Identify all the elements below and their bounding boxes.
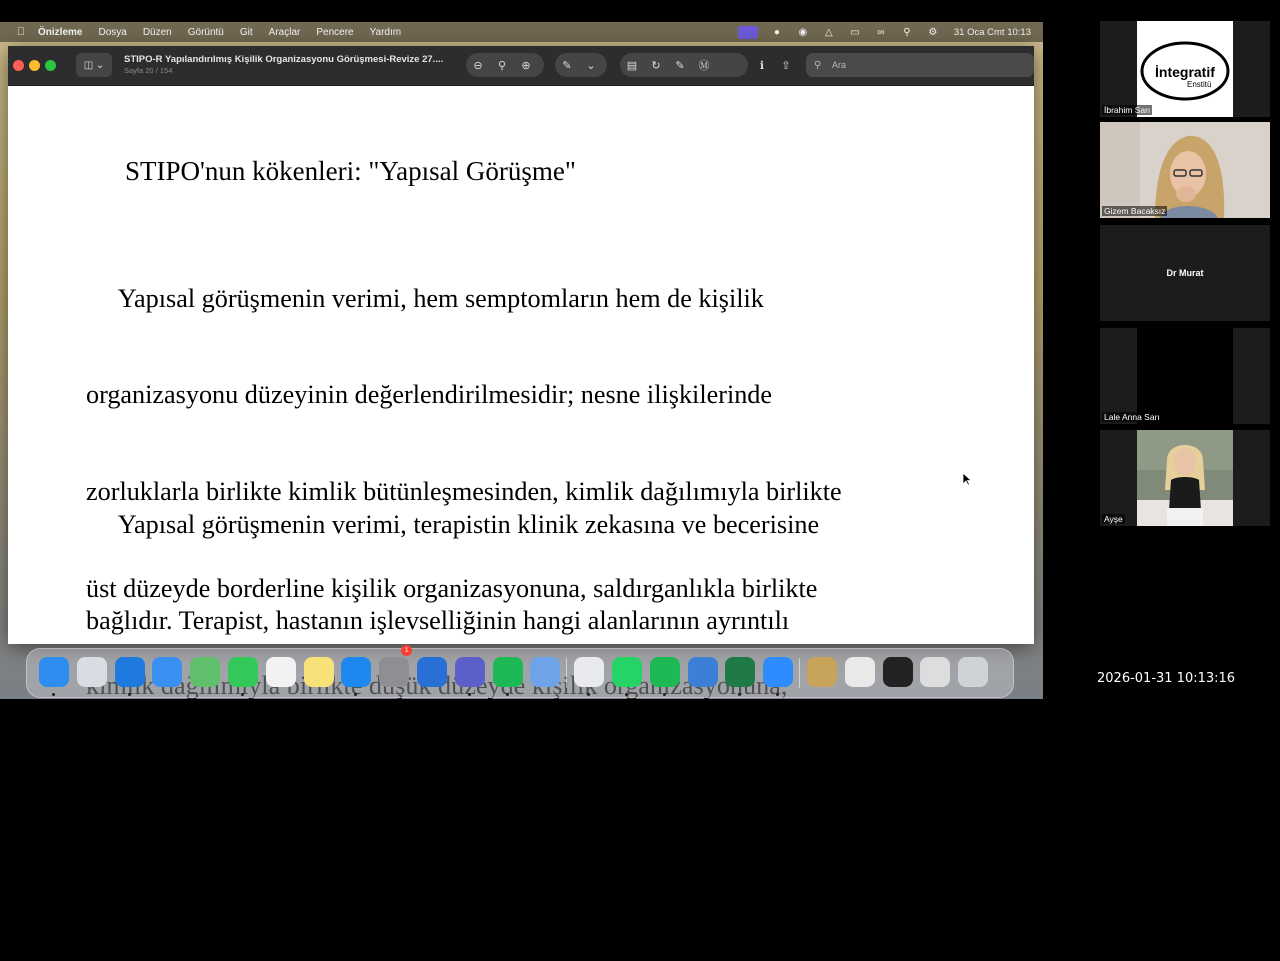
maps-icon[interactable] [190, 657, 220, 687]
svg-text:Enstitü: Enstitü [1187, 80, 1212, 89]
zoom-controls [466, 53, 544, 77]
participant-tile[interactable] [1100, 21, 1270, 117]
chrome-icon[interactable] [574, 657, 604, 687]
svg-text:İntegratif: İntegratif [1155, 64, 1215, 80]
archive-icon[interactable] [807, 657, 837, 687]
running-indicator [506, 693, 509, 696]
search-placeholder: Ara [832, 60, 847, 70]
zoom-fit-icon[interactable]: ⚲ [497, 59, 507, 72]
dock-separator [799, 658, 800, 688]
spotlight-search-icon[interactable]: ⚲ [903, 26, 911, 38]
document-title: STIPO-R Yapılandırılmış Kişilik Organizasyonu Görüşmesi-Revize 27.... [124, 54, 444, 65]
reminders-icon[interactable] [266, 657, 296, 687]
text-line: karakterize edilir. [86, 864, 270, 894]
participant-tile[interactable] [1100, 328, 1270, 424]
rotate-icon[interactable]: ↻ [651, 59, 661, 72]
recording-timestamp: 2026-01-31 10:13:16 [1097, 671, 1236, 686]
search-field[interactable] [806, 53, 1034, 77]
sidebar-icon: ◫ ⌄ [83, 59, 105, 71]
whatsapp-icon[interactable] [612, 657, 642, 687]
text-line: bağlıdır. Terapist, hastanın işlevselliğinin hangi alanlarının ayrıntılı [86, 606, 790, 636]
search-icon: ⚲ [814, 59, 822, 71]
preview-window [8, 46, 1034, 894]
participant-tile[interactable] [1100, 122, 1270, 218]
menu-araclar[interactable]: Araçlar [268, 26, 301, 38]
screen-share-status-icon[interactable] [738, 26, 758, 39]
dock [26, 648, 1014, 698]
teams-icon[interactable] [455, 657, 485, 687]
info-icon[interactable]: ℹ [759, 59, 765, 72]
participant-name: İbrahim Sarı [1104, 105, 1151, 115]
facetime-icon[interactable] [228, 657, 258, 687]
fullscreen-window-button[interactable] [45, 60, 56, 71]
running-indicator [354, 693, 357, 696]
minimize-window-button[interactable] [29, 60, 40, 71]
link-icon[interactable]: ∞ [877, 26, 885, 38]
participant-tile[interactable] [1100, 225, 1270, 321]
page-heading: STIPO'nun kökenleri: "Yapısal Görüşme" [125, 156, 576, 186]
markup-pen-icon[interactable]: ✎ [562, 59, 572, 72]
text-select-icon[interactable]: ▤ [626, 59, 638, 72]
dock-separator [566, 658, 567, 688]
running-indicator [128, 693, 131, 696]
app-store-icon[interactable] [341, 657, 371, 687]
preview-icon[interactable] [530, 657, 560, 687]
participant-name-center: Dr Murat [1166, 268, 1204, 278]
window-thumb-3-icon[interactable] [920, 657, 950, 687]
menu-duzen[interactable]: Düzen [142, 26, 172, 38]
participant-name: Gizem Bacaksız [1104, 206, 1166, 216]
running-indicator [587, 693, 590, 696]
sidebar-toggle-button[interactable] [76, 53, 112, 77]
mic-status-icon[interactable]: ◉ [798, 26, 808, 38]
app-status-icon[interactable]: △ [825, 26, 833, 38]
zoom-in-icon[interactable]: ⊕ [521, 59, 531, 72]
text-line: zorluklarla birlikte kimlik bütünleşmesinden, kimlik dağılımıyla birlikte [86, 477, 842, 507]
notification-badge: 1 [401, 645, 412, 656]
participant-name: Ayşe [1104, 514, 1123, 524]
notes-icon[interactable] [304, 657, 334, 687]
running-indicator [663, 693, 666, 696]
menu-yardim[interactable]: Yardım [369, 26, 402, 38]
participant-video [1137, 328, 1233, 424]
participant-tile[interactable] [1100, 430, 1270, 526]
running-indicator [52, 693, 55, 696]
text-line: organizasyonu düzeyinin değerlendirilmesidir; nesne ilişkilerinde [86, 380, 773, 410]
text-line: Yapısal görüşmenin verimi, hem semptomların hem de kişilik [86, 283, 764, 313]
markup-controls [555, 53, 607, 77]
menu-bar [0, 22, 1043, 42]
running-indicator [468, 693, 471, 696]
zoom-status-icon[interactable]: ● [773, 26, 780, 38]
excel-icon[interactable] [725, 657, 755, 687]
text-line: dağılımıyla düzeyde kişilik [160, 671, 598, 701]
mail-icon[interactable] [152, 657, 182, 687]
menu-pencere[interactable]: Pencere [316, 26, 354, 38]
redact-icon[interactable]: ✎ [675, 59, 685, 72]
close-window-button[interactable] [13, 60, 24, 71]
running-indicator [241, 693, 244, 696]
control-center-icon[interactable]: ⚙ [928, 26, 938, 38]
zoom-icon[interactable] [763, 657, 793, 687]
trash-icon[interactable] [958, 657, 988, 687]
share-icon[interactable]: ⇧ [781, 59, 791, 72]
edit-controls [620, 53, 748, 77]
menu-git[interactable]: Git [239, 26, 253, 38]
menu-app-name[interactable]: Önizleme [38, 26, 83, 38]
document-page [8, 86, 1034, 894]
spotify-2-icon[interactable] [650, 657, 680, 687]
chevron-down-icon[interactable]: ⌄ [586, 59, 596, 72]
system-settings-icon[interactable] [379, 657, 409, 687]
safari-icon[interactable] [115, 657, 145, 687]
text-line: üst düzeyde borderline kişilik organizasyonuna, saldırganlıkla birlikte [86, 574, 818, 604]
outlook-icon[interactable] [417, 657, 447, 687]
battery-icon[interactable]: ▭ [850, 26, 860, 38]
window-toolbar [8, 46, 1034, 86]
spotify-icon[interactable] [493, 657, 523, 687]
menu-goruntu[interactable]: Görüntü [187, 26, 224, 38]
running-indicator [625, 693, 628, 696]
apple-menu-icon[interactable] [14, 26, 28, 38]
running-indicator [738, 693, 741, 696]
page-indicator: Sayfa 20 / 154 [124, 66, 173, 75]
window-thumb-2-icon[interactable] [883, 657, 913, 687]
annotate-icon[interactable]: Ⓜ [698, 60, 710, 72]
participant-video [1100, 122, 1270, 218]
running-indicator [776, 693, 779, 696]
menu-dosya[interactable]: Dosya [98, 26, 127, 38]
mouse-cursor-icon [962, 472, 972, 486]
finder-icon[interactable] [39, 657, 69, 687]
menu-bar-clock[interactable]: 31 Oca Cmt 10:13 [953, 26, 1031, 38]
text-line: Yapısal görüşmenin verimi, terapistin klinik zekasına ve becerisine [86, 509, 820, 539]
participant-name: Lale Anna Sarı [1104, 412, 1160, 422]
shared-screen [0, 22, 1043, 894]
launchpad-icon[interactable] [77, 657, 107, 687]
integratif-logo-icon [1137, 21, 1233, 117]
paragraph-2 [86, 444, 976, 799]
text-line: nesne ilişkilerinde ciddi patoloji ve ahlaki işlevlerde eksikliklerle [86, 768, 769, 798]
app-blue-icon[interactable] [688, 657, 718, 687]
window-thumb-1-icon[interactable] [845, 657, 875, 687]
text-line: olarak değerlendirileceği konusunda ince kararlar vermelidir. [86, 703, 726, 733]
zoom-out-icon[interactable]: ⊖ [473, 59, 483, 72]
participant-logo [1137, 21, 1233, 117]
participant-video [1137, 430, 1233, 526]
